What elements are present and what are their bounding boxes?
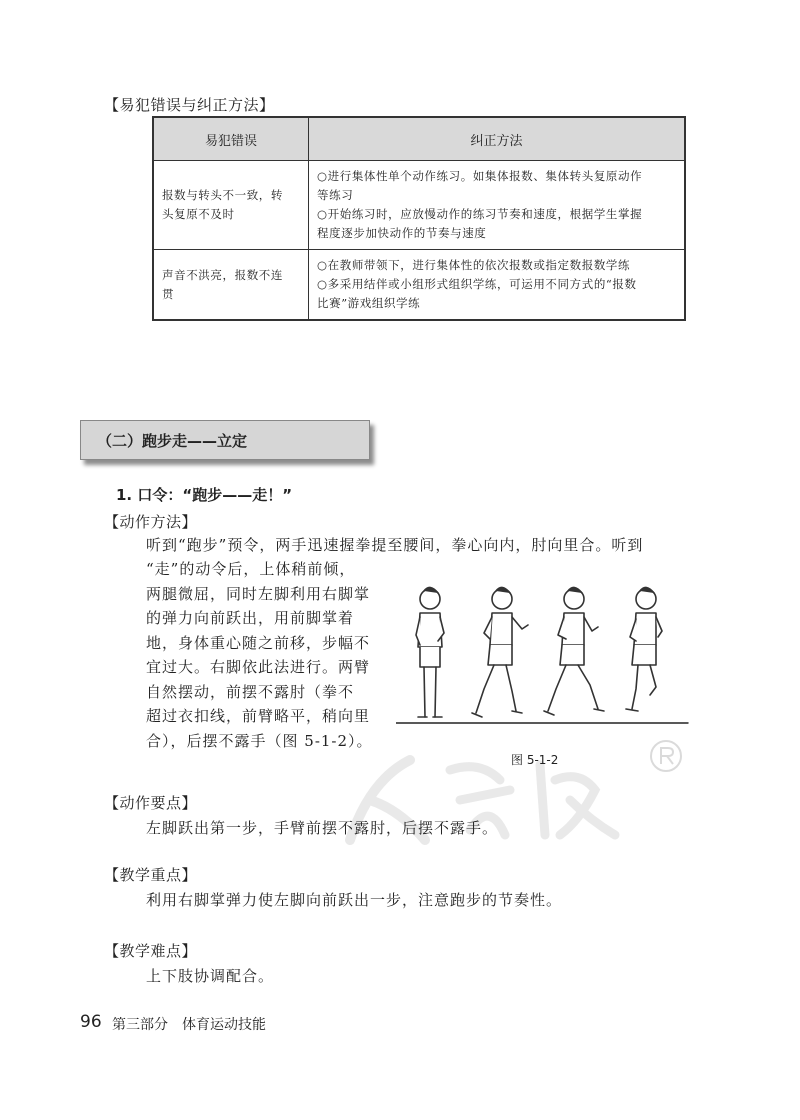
body-line: 两腿微屈，同时左脚利用右脚掌 — [146, 584, 371, 603]
page-number: 96 — [80, 1012, 102, 1032]
errors-heading: 【易犯错误与纠正方法】 — [104, 96, 275, 114]
cell-line: ○开始练习时，应放慢动作的练习节奏和速度，根据学生掌握 — [317, 207, 643, 221]
key-points-text: 左脚跃出第一步，手臂前摆不露肘，后摆不露手。 — [146, 819, 499, 837]
col-header-error: 易犯错误 — [153, 117, 309, 161]
registered-mark-icon — [648, 738, 684, 774]
error-cell — [153, 250, 309, 321]
body-line: 宜过大。右脚依此法进行。两臂 — [146, 658, 371, 676]
teaching-difficulty-text: 上下肢协调配合。 — [146, 967, 275, 985]
cell-line: 比赛”游戏组织学练 — [317, 296, 421, 310]
key-points-heading: 【动作要点】 — [104, 794, 198, 812]
fix-cell — [309, 161, 686, 250]
command-line: 1. 口令：“跑步——走！” — [116, 486, 293, 504]
col-header-fix: 纠正方法 — [309, 117, 686, 161]
teaching-focus-text: 利用右脚掌弹力使左脚向前跃出一步，注意跑步的节奏性。 — [146, 891, 563, 909]
fix-cell — [309, 250, 686, 321]
cell-line: 报数与转头不一致，转 — [162, 188, 283, 202]
cell-line: ○进行集体性单个动作练习。如集体报数、集体转头复原动作 — [317, 169, 643, 183]
table-row — [153, 161, 685, 250]
cell-line: ○在教师带领下，进行集体性的依次报数或指定数报数学练 — [317, 258, 631, 272]
body-line: 的弹力向前跃出，用前脚掌着 — [146, 609, 355, 627]
cell-line: 程度逐步加快动作的节奏与速度 — [317, 226, 487, 240]
footer-section: 第三部分 体育运动技能 — [112, 1017, 266, 1033]
body-line: 超过衣扣线，前臂略平，稍向里 — [146, 707, 371, 725]
teaching-difficulty-heading: 【教学难点】 — [104, 942, 198, 960]
cell-line: 等练习 — [317, 188, 354, 202]
action-method-first-line: 听到“跑步”预令，两手迅速握拳提至腰间，拳心向内，肘向里合。听到 — [146, 536, 644, 554]
errors-table — [152, 116, 686, 321]
body-line: “走”的动令后，上体稍前倾， — [146, 560, 356, 578]
cell-line: ○多采用结伴或小组形式组织学练，可运用不同方式的“报数 — [317, 277, 637, 291]
table-header-row — [153, 117, 685, 161]
body-line: 自然摆动，前摆不露肘（拳不 — [146, 682, 355, 701]
runner-figure-2 — [472, 587, 528, 717]
error-cell — [153, 161, 309, 250]
action-method-heading: 【动作方法】 — [104, 513, 198, 531]
cell-line: 声音不洪亮，报数不连 — [162, 267, 283, 282]
body-line: 地，身体重心随之前移，步幅不 — [146, 633, 371, 652]
runner-figure-4 — [626, 587, 662, 711]
runner-figure-1 — [416, 587, 444, 717]
cell-line: 头复原不及时 — [162, 207, 235, 221]
table-row — [153, 250, 685, 321]
running-figure — [396, 585, 690, 735]
cell-line: 贯 — [162, 286, 175, 301]
figure-caption: 图 5-1-2 — [511, 753, 559, 767]
teaching-focus-heading: 【教学重点】 — [104, 866, 198, 884]
action-method-body — [146, 557, 373, 753]
section-title: （二）跑步走——立定 — [80, 420, 370, 460]
runner-figure-3 — [544, 587, 604, 715]
body-line: 合），后摆不露手（图 5-1-2）。 — [146, 731, 373, 750]
